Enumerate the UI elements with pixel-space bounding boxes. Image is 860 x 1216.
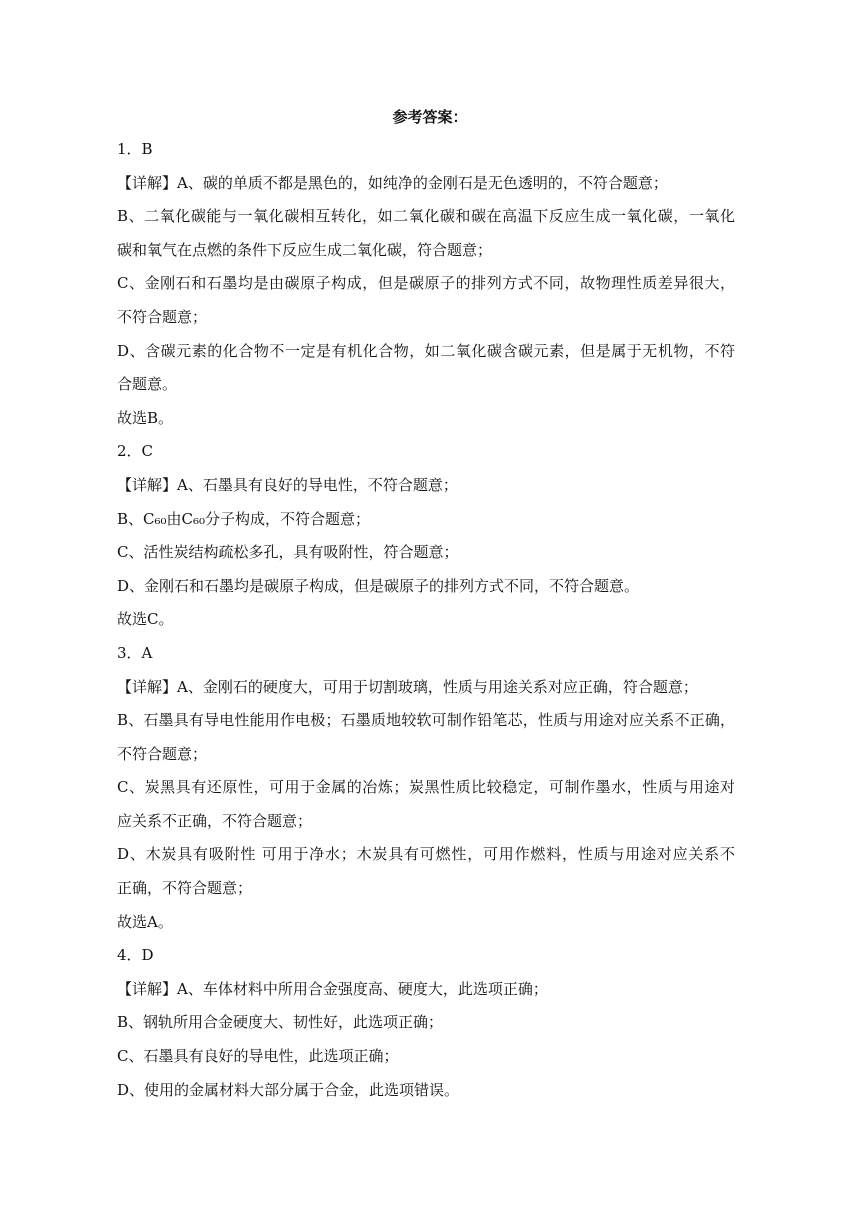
answer-line: C、活性炭结构疏松多孔，具有吸附性，符合题意； — [117, 543, 459, 562]
answer-line: B、钢轨所用合金硬度大、韧性好，此选项正确； — [117, 1013, 444, 1032]
answer-line: 不符合题意； — [117, 744, 208, 763]
answer-line: B、C₆₀由C₆₀分子构成，不符合题意； — [117, 509, 371, 528]
question-number: 2．C — [117, 442, 154, 461]
answer-line: D、使用的金属材料大部分属于合金，此选项错误。 — [117, 1080, 460, 1099]
question-number: 1．B — [117, 140, 153, 158]
answer-line: 【详解】A、碳的单质不都是黑色的，如纯净的金刚石是无色透明的，不符合题意； — [117, 173, 668, 192]
answer-content — [117, 133, 735, 1107]
answer-line: D、含碳元素的化合物不一定是有机化合物，如二氧化碳含碳元素，但是属于无机物，不符 — [117, 341, 735, 360]
answer-line: 正确，不符合题意； — [117, 879, 253, 898]
answer-line: 合题意。 — [117, 375, 178, 394]
answer-line: B、二氧化碳能与一氧化碳相互转化，如二氧化碳和碳在高温下反应生成一氧化碳，一氧化 — [117, 207, 735, 226]
answer-line: 不符合题意； — [117, 307, 208, 326]
answer-line: 碳和氧气在点燃的条件下反应生成二氧化碳，符合题意； — [117, 240, 493, 259]
answer-line: 【详解】A、金刚石的硬度大，可用于切割玻璃，性质与用途关系对应正确，符合题意； — [117, 677, 698, 696]
answer-line: B、石墨具有导电性能用作电极；石墨质地较软可制作铅笔芯，性质与用途对应关系不正确， — [117, 711, 735, 730]
question-number: 3．A — [117, 643, 153, 662]
answer-line: 应关系不正确，不符合题意； — [117, 811, 313, 830]
answer-line: 故选C。 — [117, 610, 174, 629]
answer-line: 故选A。 — [117, 912, 173, 931]
question-number: 4．D — [117, 946, 154, 965]
answer-line: C、石墨具有良好的导电性，此选项正确； — [117, 1047, 399, 1066]
answer-line: D、金刚石和石墨均是碳原子构成，但是碳原子的排列方式不同，不符合题意。 — [117, 576, 640, 595]
answer-line: D、木炭具有吸附性 可用于净水；木炭具有可燃性，可用作燃料，性质与用途对应关系不 — [117, 845, 735, 864]
answer-line: 故选B。 — [117, 408, 174, 427]
answer-line: C、金刚石和石墨均是由碳原子构成，但是碳原子的排列方式不同，故物理性质差异很大， — [117, 274, 735, 293]
answer-line: 【详解】A、石墨具有良好的导电性，不符合题意； — [117, 475, 458, 494]
page-title: 参考答案： — [392, 108, 468, 126]
answer-line: 【详解】A、车体材料中所用合金强度高、硬度大，此选项正确； — [117, 979, 548, 998]
answer-line: C、炭黑具有还原性，可用于金属的冶炼；炭黑性质比较稳定，可制作墨水，性质与用途对 — [117, 778, 735, 797]
